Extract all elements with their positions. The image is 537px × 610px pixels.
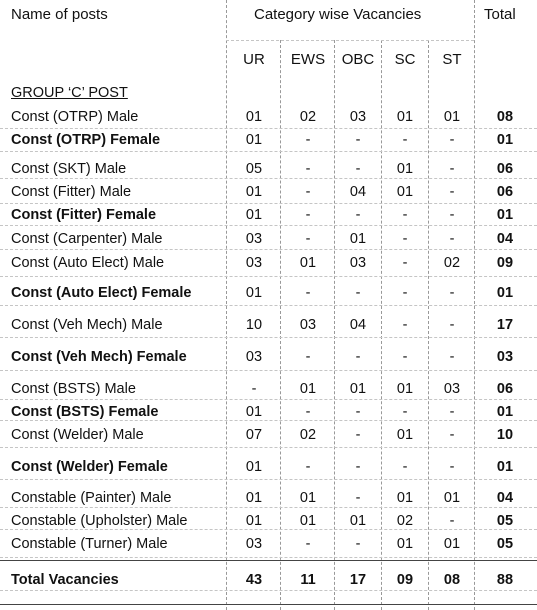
- sc-value: -: [402, 132, 408, 148]
- ews-value: -: [305, 459, 311, 475]
- ews-value: 11: [300, 572, 316, 588]
- total-value: 88: [496, 572, 514, 588]
- subheader-obc: OBC: [341, 51, 375, 68]
- sc-value: -: [402, 285, 408, 301]
- total-value: 05: [496, 513, 514, 529]
- obc-value: -: [355, 459, 361, 475]
- ews-value: 01: [299, 490, 317, 506]
- obc-value: 04: [349, 184, 367, 200]
- total-value: 06: [496, 161, 514, 177]
- st-value: -: [449, 404, 455, 420]
- row-divider: [226, 40, 474, 41]
- total-value: 01: [496, 404, 514, 420]
- total-value: 01: [496, 459, 514, 475]
- sc-value: 01: [396, 490, 414, 506]
- row-divider: [0, 276, 537, 277]
- sc-value: -: [402, 349, 408, 365]
- obc-value: -: [355, 427, 361, 443]
- obc-value: 03: [349, 109, 367, 125]
- ur-value: 43: [245, 572, 263, 588]
- total-value: 04: [496, 490, 514, 506]
- total-value: 01: [496, 207, 514, 223]
- sc-value: 02: [396, 513, 414, 529]
- subheader-ur: UR: [243, 51, 265, 68]
- row-divider: [0, 604, 537, 605]
- ews-value: -: [305, 184, 311, 200]
- obc-value: 01: [349, 231, 367, 247]
- row-divider: [0, 225, 537, 226]
- ur-value: 03: [245, 231, 263, 247]
- ews-value: -: [305, 132, 311, 148]
- ews-value: 01: [299, 255, 317, 271]
- ews-value: -: [305, 207, 311, 223]
- row-divider: [0, 203, 537, 204]
- st-value: 08: [443, 572, 461, 588]
- sc-value: -: [402, 255, 408, 271]
- st-value: -: [449, 207, 455, 223]
- sc-value: 01: [396, 109, 414, 125]
- total-value: 10: [496, 427, 514, 443]
- st-value: -: [449, 349, 455, 365]
- row-divider: [0, 399, 537, 400]
- ews-value: 01: [299, 381, 317, 397]
- total-value: 03: [496, 349, 514, 365]
- header-total: Total: [484, 6, 516, 23]
- ur-value: 01: [245, 207, 263, 223]
- ews-value: 03: [299, 317, 317, 333]
- sc-value: -: [402, 317, 408, 333]
- post-name: Const (Auto Elect) Female: [11, 285, 192, 301]
- row-divider: [0, 507, 537, 508]
- row-divider: [0, 590, 537, 591]
- sc-value: -: [402, 459, 408, 475]
- subheader-ews: EWS: [290, 51, 326, 68]
- ur-value: 01: [245, 132, 263, 148]
- sc-value: 01: [396, 381, 414, 397]
- post-name: Const (Fitter) Male: [11, 184, 132, 200]
- ur-value: 03: [245, 349, 263, 365]
- ur-value: 01: [245, 490, 263, 506]
- ur-value: 01: [245, 404, 263, 420]
- st-value: -: [449, 231, 455, 247]
- post-name: Const (Welder) Female: [11, 459, 168, 475]
- row-divider: [0, 370, 537, 371]
- col-divider: [428, 40, 429, 610]
- obc-value: -: [355, 207, 361, 223]
- total-value: 06: [496, 184, 514, 200]
- ews-value: -: [305, 231, 311, 247]
- total-value: 01: [496, 285, 514, 301]
- row-divider: [0, 557, 537, 558]
- row-divider: [0, 560, 537, 561]
- row-divider: [0, 529, 537, 530]
- sc-value: -: [402, 207, 408, 223]
- subheader-st: ST: [442, 51, 462, 68]
- ur-value: 03: [245, 255, 263, 271]
- st-value: 01: [443, 536, 461, 552]
- row-divider: [0, 305, 537, 306]
- row-divider: [0, 420, 537, 421]
- ews-value: 02: [299, 109, 317, 125]
- row-divider: [0, 178, 537, 179]
- obc-value: 04: [349, 317, 367, 333]
- post-name: Const (Veh Mech) Female: [11, 349, 187, 365]
- ur-value: 10: [245, 317, 263, 333]
- ur-value: 03: [245, 536, 263, 552]
- ur-value: 01: [245, 285, 263, 301]
- post-name: Constable (Painter) Male: [11, 490, 172, 506]
- col-divider: [334, 40, 335, 610]
- st-value: -: [449, 459, 455, 475]
- st-value: 01: [443, 109, 461, 125]
- subheader-sc: SC: [394, 51, 416, 68]
- post-name: Const (Fitter) Female: [11, 207, 157, 223]
- post-name: Constable (Turner) Male: [11, 536, 168, 552]
- col-divider: [381, 40, 382, 610]
- ews-value: 01: [299, 513, 317, 529]
- sc-value: 09: [396, 572, 414, 588]
- group-c-post-heading: GROUP ‘C’ POST: [11, 85, 128, 101]
- sc-value: -: [402, 404, 408, 420]
- obc-value: -: [355, 349, 361, 365]
- ur-value: 01: [245, 459, 263, 475]
- post-name: Const (SKT) Male: [11, 161, 127, 177]
- sc-value: 01: [396, 536, 414, 552]
- col-divider: [280, 40, 281, 610]
- post-name: Const (BSTS) Male: [11, 381, 136, 397]
- st-value: -: [449, 317, 455, 333]
- obc-value: -: [355, 161, 361, 177]
- obc-value: -: [355, 404, 361, 420]
- obc-value: -: [355, 536, 361, 552]
- total-value: 05: [496, 536, 514, 552]
- total-value: 01: [496, 132, 514, 148]
- post-name: Constable (Upholster) Male: [11, 513, 188, 529]
- st-value: -: [449, 132, 455, 148]
- obc-value: 03: [349, 255, 367, 271]
- row-divider: [0, 128, 537, 129]
- post-name: Const (BSTS) Female: [11, 404, 159, 420]
- st-value: -: [449, 161, 455, 177]
- row-divider: [0, 249, 537, 250]
- st-value: -: [449, 513, 455, 529]
- ur-value: 07: [245, 427, 263, 443]
- ews-value: -: [305, 285, 311, 301]
- st-value: 03: [443, 381, 461, 397]
- ews-value: -: [305, 161, 311, 177]
- ur-value: 01: [245, 513, 263, 529]
- post-name: Const (Carpenter) Male: [11, 231, 163, 247]
- ews-value: -: [305, 349, 311, 365]
- post-name: Total Vacancies: [11, 572, 119, 588]
- ews-value: 02: [299, 427, 317, 443]
- st-value: 02: [443, 255, 461, 271]
- sc-value: -: [402, 231, 408, 247]
- total-value: 06: [496, 381, 514, 397]
- ews-value: -: [305, 536, 311, 552]
- obc-value: -: [355, 132, 361, 148]
- sc-value: 01: [396, 427, 414, 443]
- row-divider: [0, 447, 537, 448]
- post-name: Const (Veh Mech) Male: [11, 317, 163, 333]
- row-divider: [0, 479, 537, 480]
- ur-value: 01: [245, 109, 263, 125]
- header-category-wise-vacancies: Category wise Vacancies: [254, 6, 422, 23]
- total-value: 09: [496, 255, 514, 271]
- obc-value: -: [355, 490, 361, 506]
- post-name: Const (Welder) Male: [11, 427, 144, 443]
- total-value: 08: [496, 109, 514, 125]
- obc-value: -: [355, 285, 361, 301]
- st-value: -: [449, 285, 455, 301]
- st-value: -: [449, 184, 455, 200]
- ur-value: 05: [245, 161, 263, 177]
- ur-value: 01: [245, 184, 263, 200]
- obc-value: 01: [349, 513, 367, 529]
- post-name: Const (Auto Elect) Male: [11, 255, 165, 271]
- post-name: Const (OTRP) Male: [11, 109, 139, 125]
- total-value: 04: [496, 231, 514, 247]
- total-value: 17: [496, 317, 514, 333]
- obc-value: 01: [349, 381, 367, 397]
- row-divider: [0, 337, 537, 338]
- st-value: 01: [443, 490, 461, 506]
- ews-value: -: [305, 404, 311, 420]
- st-value: -: [449, 427, 455, 443]
- row-divider: [0, 151, 537, 152]
- header-name-of-posts: Name of posts: [11, 6, 108, 23]
- sc-value: 01: [396, 161, 414, 177]
- obc-value: 17: [349, 572, 367, 588]
- ur-value: -: [251, 381, 257, 397]
- post-name: Const (OTRP) Female: [11, 132, 161, 148]
- sc-value: 01: [396, 184, 414, 200]
